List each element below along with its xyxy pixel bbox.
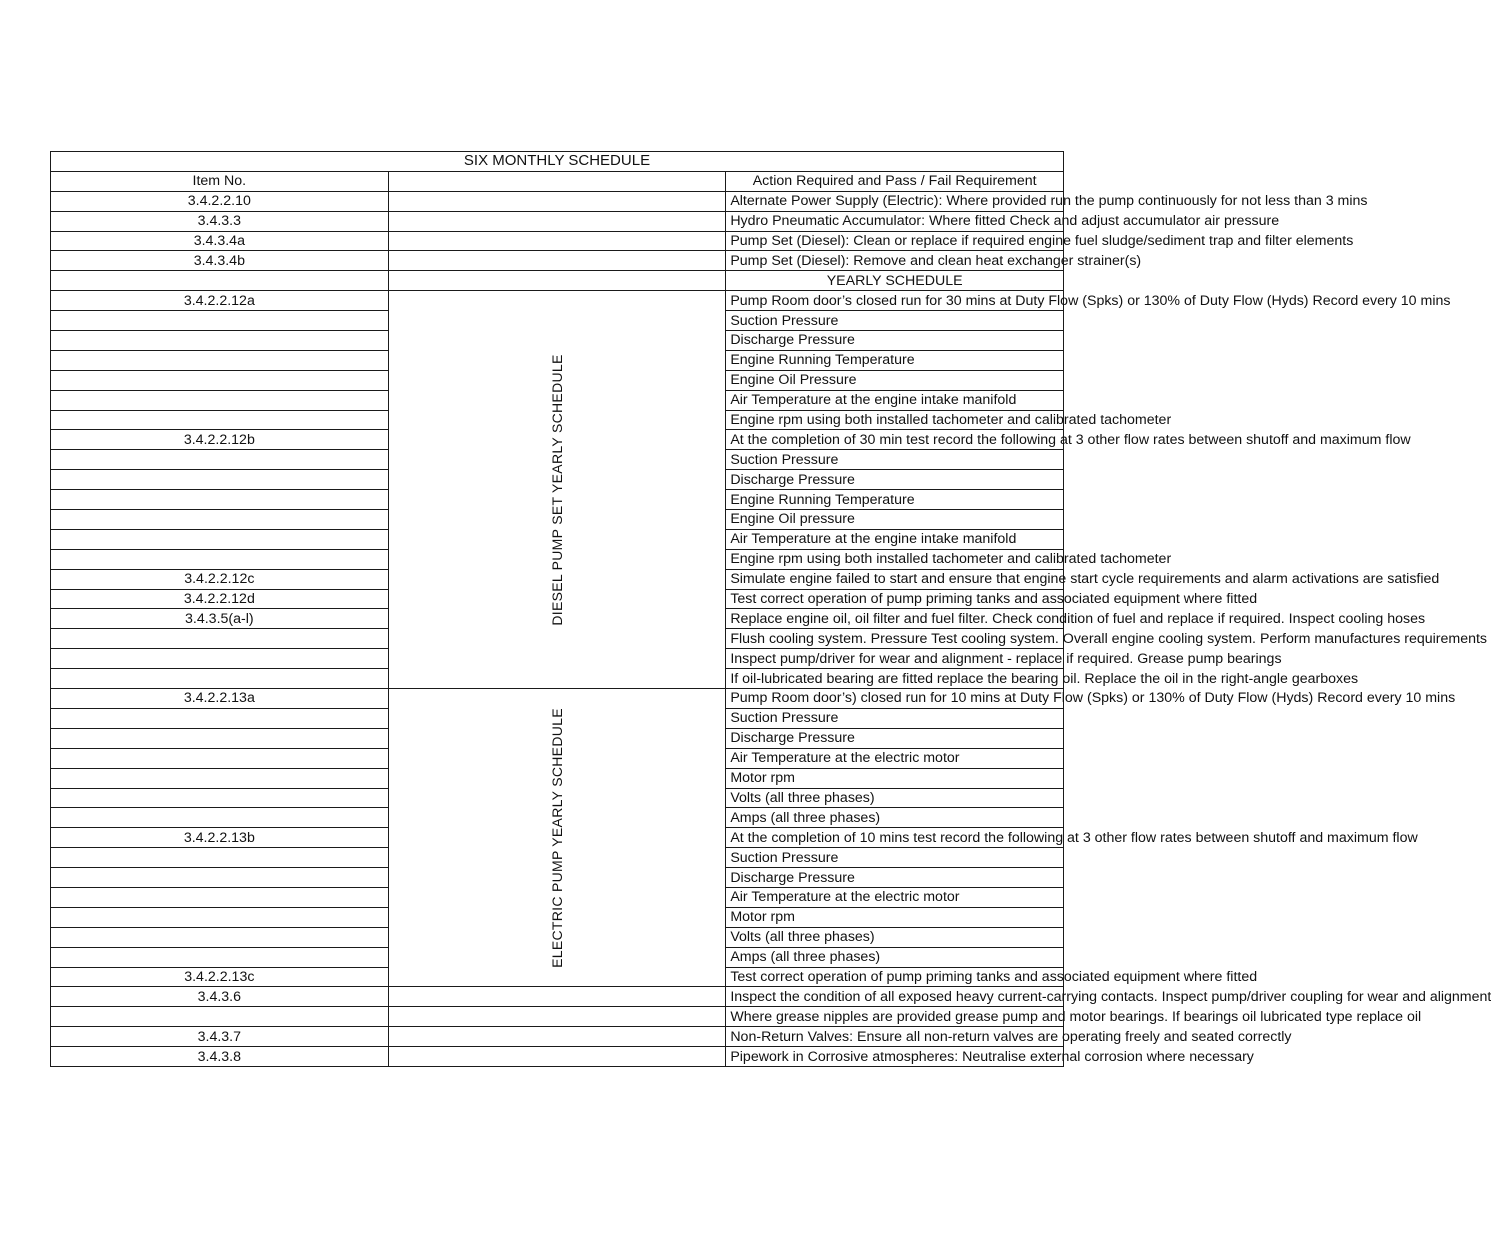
header-action: Action Required and Pass / Fail Requirement	[726, 171, 1064, 191]
title-row	[51, 152, 1064, 172]
item-number	[51, 549, 389, 569]
item-number	[51, 868, 389, 888]
item-number: 3.4.2.2.13c	[51, 967, 389, 987]
action-text: Test correct operation of pump priming tanks and associated equipment where fitted	[726, 967, 1064, 987]
spacer-cell	[388, 1007, 726, 1027]
spacer-cell	[388, 211, 726, 231]
table-row	[51, 689, 1064, 709]
item-number: 3.4.3.6	[51, 987, 389, 1007]
spacer-cell	[388, 251, 726, 271]
table-row	[51, 271, 1064, 291]
action-text: Engine Oil pressure	[726, 510, 1064, 530]
item-number	[51, 748, 389, 768]
table-row	[51, 191, 1064, 211]
action-text: Discharge Pressure	[726, 728, 1064, 748]
item-number	[51, 629, 389, 649]
item-number	[51, 887, 389, 907]
yearly-schedule-heading: YEARLY SCHEDULE	[726, 271, 1064, 291]
action-text: If oil-lubricated bearing are fitted replace the bearing oil. Replace the oil in the right-angle gearboxes	[726, 669, 1064, 689]
action-text: Volts (all three phases)	[726, 788, 1064, 808]
table-row	[51, 987, 1064, 1007]
item-number	[51, 788, 389, 808]
item-number	[51, 808, 389, 828]
schedule-sheet	[50, 151, 1491, 1067]
action-text: Engine Running Temperature	[726, 350, 1064, 370]
action-text: Pump Room door’s) closed run for 10 mins at Duty Flow (Spks) or 130% of Duty Flow (Hyds) Record every 10 mins	[726, 689, 1064, 709]
item-number	[51, 271, 389, 291]
table-title: SIX MONTHLY SCHEDULE	[51, 152, 1064, 172]
table-row	[51, 1027, 1064, 1047]
item-number	[51, 927, 389, 947]
action-text: Discharge Pressure	[726, 868, 1064, 888]
item-number: 3.4.2.2.12d	[51, 589, 389, 609]
table-row	[51, 1047, 1064, 1067]
item-number: 3.4.3.5(a-l)	[51, 609, 389, 629]
item-number: 3.4.3.4a	[51, 231, 389, 251]
schedule-table	[50, 151, 1491, 1067]
item-number	[51, 728, 389, 748]
action-text: Flush cooling system. Pressure Test cooling system. Overall engine cooling system. Perform manufactures requirements	[726, 629, 1064, 649]
action-text: Air Temperature at the engine intake manifold	[726, 529, 1064, 549]
action-text: Air Temperature at the electric motor	[726, 887, 1064, 907]
action-text: Discharge Pressure	[726, 331, 1064, 351]
action-text: Inspect the condition of all exposed heavy current-carrying contacts. Inspect pump/driver coupling for wear and alignment	[726, 987, 1064, 1007]
action-text: Pump Set (Diesel): Clean or replace if required engine fuel sludge/sediment trap and filter elements	[726, 231, 1064, 251]
action-text: At the completion of 10 mins test record the following at 3 other flow rates between shutoff and maximum flow	[726, 828, 1064, 848]
table-row	[51, 251, 1064, 271]
spacer-cell	[388, 987, 726, 1007]
spacer-cell	[388, 1047, 726, 1067]
action-text: Non-Return Valves: Ensure all non-return valves are operating freely and seated correctly	[726, 1027, 1064, 1047]
action-text: Suction Pressure	[726, 311, 1064, 331]
item-number	[51, 848, 389, 868]
item-number	[51, 370, 389, 390]
action-text: Pump Room door’s closed run for 30 mins at Duty Flow (Spks) or 130% of Duty Flow (Hyds) Record every 10 mins	[726, 291, 1064, 311]
diesel-side-label: DIESEL PUMP SET YEARLY SCHEDULE	[548, 354, 565, 626]
table-row	[51, 211, 1064, 231]
action-text: Engine rpm using both installed tachometer and calibrated tachometer	[726, 410, 1064, 430]
action-text: Test correct operation of pump priming tanks and associated equipment where fitted	[726, 589, 1064, 609]
action-text: Where grease nipples are provided grease pump and motor bearings. If bearings oil lubricated type replace oil	[726, 1007, 1064, 1027]
item-number	[51, 410, 389, 430]
action-text: Pump Set (Diesel): Remove and clean heat exchanger strainer(s)	[726, 251, 1064, 271]
action-text: Engine Oil Pressure	[726, 370, 1064, 390]
header-item-no: Item No.	[51, 171, 389, 191]
action-text: Motor rpm	[726, 768, 1064, 788]
action-text: Hydro Pneumatic Accumulator: Where fitted Check and adjust accumulator air pressure	[726, 211, 1064, 231]
item-number	[51, 311, 389, 331]
diesel-side-label-cell	[388, 291, 726, 689]
table-row	[51, 291, 1064, 311]
item-number	[51, 649, 389, 669]
action-text: Engine Running Temperature	[726, 490, 1064, 510]
action-text: Suction Pressure	[726, 450, 1064, 470]
action-text: Pipework in Corrosive atmospheres: Neutralise external corrosion where necessary	[726, 1047, 1064, 1067]
action-text: Suction Pressure	[726, 708, 1064, 728]
item-number	[51, 1007, 389, 1027]
item-number	[51, 510, 389, 530]
spacer-cell	[388, 1027, 726, 1047]
schedule-table-body	[51, 152, 1491, 1067]
action-text: Replace engine oil, oil filter and fuel filter. Check condition of fuel and replace if required. Inspect cooling hoses	[726, 609, 1064, 629]
header-row	[51, 171, 1064, 191]
header-spacer	[388, 171, 726, 191]
item-number	[51, 450, 389, 470]
item-number	[51, 390, 389, 410]
electric-side-label-cell	[388, 689, 726, 987]
spacer-cell	[388, 231, 726, 251]
action-text: Motor rpm	[726, 907, 1064, 927]
item-number	[51, 669, 389, 689]
item-number: 3.4.2.2.12b	[51, 430, 389, 450]
action-text: Air Temperature at the engine intake manifold	[726, 390, 1064, 410]
item-number	[51, 708, 389, 728]
item-number	[51, 470, 389, 490]
action-text: Engine rpm using both installed tachometer and calibrated tachometer	[726, 549, 1064, 569]
item-number	[51, 350, 389, 370]
spacer-cell	[388, 271, 726, 291]
item-number: 3.4.3.8	[51, 1047, 389, 1067]
action-text: Alternate Power Supply (Electric): Where provided run the pump continuously for not less than 3 mins	[726, 191, 1064, 211]
item-number: 3.4.3.4b	[51, 251, 389, 271]
item-number	[51, 529, 389, 549]
electric-side-label: ELECTRIC PUMP YEARLY SCHEDULE	[548, 707, 565, 968]
item-number	[51, 768, 389, 788]
item-number	[51, 490, 389, 510]
item-number: 3.4.2.2.12c	[51, 569, 389, 589]
table-row	[51, 231, 1064, 251]
item-number	[51, 947, 389, 967]
action-text: At the completion of 30 min test record the following at 3 other flow rates between shutoff and maximum flow	[726, 430, 1064, 450]
item-number: 3.4.3.3	[51, 211, 389, 231]
item-number: 3.4.3.7	[51, 1027, 389, 1047]
item-number: 3.4.2.2.12a	[51, 291, 389, 311]
action-text: Discharge Pressure	[726, 470, 1064, 490]
action-text: Amps (all three phases)	[726, 947, 1064, 967]
action-text: Suction Pressure	[726, 848, 1064, 868]
action-text: Simulate engine failed to start and ensure that engine start cycle requirements and alarm activations are satisfied	[726, 569, 1064, 589]
item-number: 3.4.2.2.13a	[51, 689, 389, 709]
item-number: 3.4.2.2.10	[51, 191, 389, 211]
item-number: 3.4.2.2.13b	[51, 828, 389, 848]
spacer-cell	[388, 191, 726, 211]
action-text: Volts (all three phases)	[726, 927, 1064, 947]
action-text: Air Temperature at the electric motor	[726, 748, 1064, 768]
action-text: Amps (all three phases)	[726, 808, 1064, 828]
item-number	[51, 907, 389, 927]
item-number	[51, 331, 389, 351]
action-text: Inspect pump/driver for wear and alignment - replace if required. Grease pump bearings	[726, 649, 1064, 669]
table-row	[51, 1007, 1064, 1027]
